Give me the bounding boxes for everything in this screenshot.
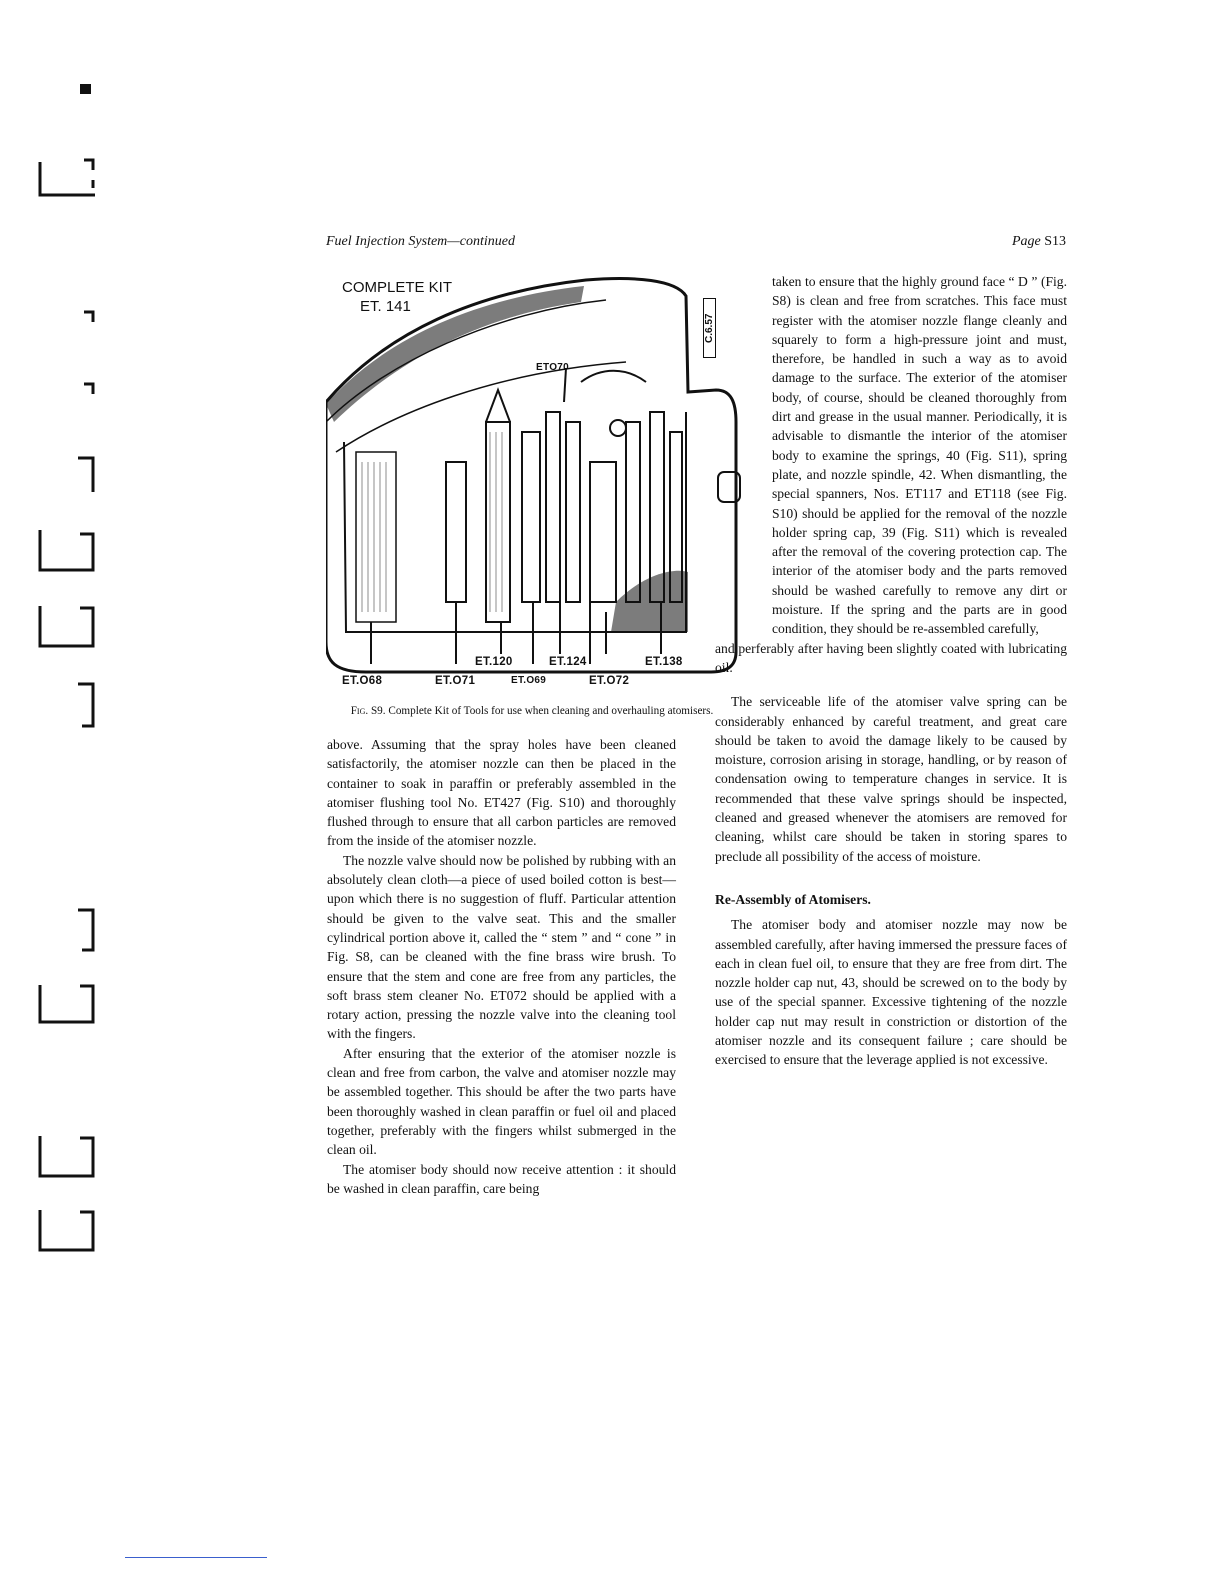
paragraph-valve-spring: The serviceable life of the atomiser valve spring can be considerably enhanced by careful treatment, and great care should be taken to avoid the damage likely to be caused by moisture, corrosion arising in storage, handling, or by reason of condensation owing to temperature changes in service. It is recommended that these valve springs should be inspected, cleaned and greased whenever the atomisers are removed for cleaning, whilst care should be taken in storing spares to preclude all possibility of the access of moisture. <box>715 694 1067 864</box>
paragraph-ground-face: taken to ensure that the highly ground face “ D ” (Fig. S8) is clean and free from scratches. This face must register with the atomiser nozzle flange cleanly and squarely to form a high-pressure joint and must, therefore, be handled in such a way as to avoid damage to the surface. The exterior of the atomiser body, of course, should be cleaned thoroughly from dirt and grease in the usual manner. Periodically, it is advisable to dismantle the interior of the atomiser body to examine the springs, 40 (Fig. S11), spring plate, and nozzle spindle, 42. When dismantling, the special spanners, Nos. ET117 and ET118 (see Fig. S10) should be applied for the removal of the nozzle holder spring cap, 39 (Fig. S11) which is revealed after the removal of the covering protection cap. The interior of the atomiser body and the parts removed should be washed carefully to remove any dirt or moisture. If the spring and the parts are in good condition, they should be re-assembled carefully, <box>772 274 1067 637</box>
left-column <box>327 735 676 1198</box>
kit-title <box>342 278 452 316</box>
page-number-header <box>1012 234 1066 250</box>
label-et120: ET.120 <box>475 656 513 668</box>
paragraph-ground-face-end: and perferably after having been slightly coated with lubricating oil. <box>715 640 1067 675</box>
running-header-title: Fuel Injection System—continued <box>326 234 515 249</box>
footer-underline <box>125 1557 267 1558</box>
edition-stamp: C.6.57 <box>703 298 716 358</box>
label-et071: ET.O71 <box>435 675 476 687</box>
paragraph-nozzle-valve: The nozzle valve should now be polished by rubbing with an absolutely clean cloth—a piece of used boiled cotton is best—upon which there is no suggestion of fluff. Particular attention should be given to the valve seat. This and the smaller cylindrical portion above it, called the “ stem ” and “ cone ” in Fig. S8, can be cleaned with the fine brass wire brush. To ensure that the stem and cone are free from any particles, the soft brass stem cleaner No. ET072 should be applied with a rotary action, pressing the nozzle valve into the cleaning tool with the fingers. <box>327 852 676 1042</box>
page-label: Page <box>1011 234 1041 249</box>
label-et069: ET.O69 <box>511 675 547 686</box>
figure-caption-text: Complete Kit of Tools for use when cleaning and overhauling atomisers. <box>388 705 714 717</box>
paragraph-assembly-check: After ensuring that the exterior of the atomiser nozzle is clean and free from carbon, the valve and atomiser nozzle may be assembled together. This should be after the two parts have been thoroughly washed in clean paraffin or fuel oil and placed together, preferably with the fingers whilst submerged in the clean oil. <box>327 1045 676 1158</box>
right-column <box>715 272 1067 1070</box>
label-et124: ET.124 <box>549 656 587 668</box>
section-heading-reassembly: Re-Assembly of Atomisers. <box>715 891 871 907</box>
tool-kit-drawing <box>326 272 766 697</box>
label-et138: ET.138 <box>645 656 683 668</box>
label-et068: ET.O68 <box>342 675 383 687</box>
binder-margin-marks <box>0 0 120 1584</box>
kit-title-line2: ET. 141 <box>360 298 411 315</box>
figure-number: Fig. S9. <box>350 705 386 717</box>
paragraph-atomiser-body: The atomiser body should now receive attention : it should be washed in clean paraffin, care being <box>327 1161 676 1196</box>
tool-kit-illustration <box>326 272 766 697</box>
paragraph-continued: above. Assuming that the spray holes have been cleaned satisfactorily, the atomiser nozzle can then be placed in the container to soak in paraffin or preferably assembled in the atomiser flushing tool No. ET427 (Fig. S10) and thoroughly flushed through to ensure that all carbon particles are removed from the inside of the atomiser nozzle. <box>327 737 676 849</box>
kit-title-line1: COMPLETE KIT <box>342 279 453 296</box>
paragraph-reassembly: The atomiser body and atomiser nozzle may now be assembled carefully, after having immersed the pressure faces of each in clean fuel oil, to ensure that they are free from dirt. The nozzle holder cap nut, 43, should be screwed on to the body by use of the special spanner. Excessive tightening of the nozzle holder cap nut may result in constriction or distortion of the atomiser nozzle and its consequent failure ; care should be exercised to ensure that the leverage applied is not excessive. <box>715 917 1067 1068</box>
binder-marks-graphic <box>0 0 120 1584</box>
label-et070: ETO70 <box>536 362 569 373</box>
label-et072: ET.O72 <box>589 675 630 687</box>
page-number: S13 <box>1044 234 1066 249</box>
figure-caption <box>342 705 722 717</box>
